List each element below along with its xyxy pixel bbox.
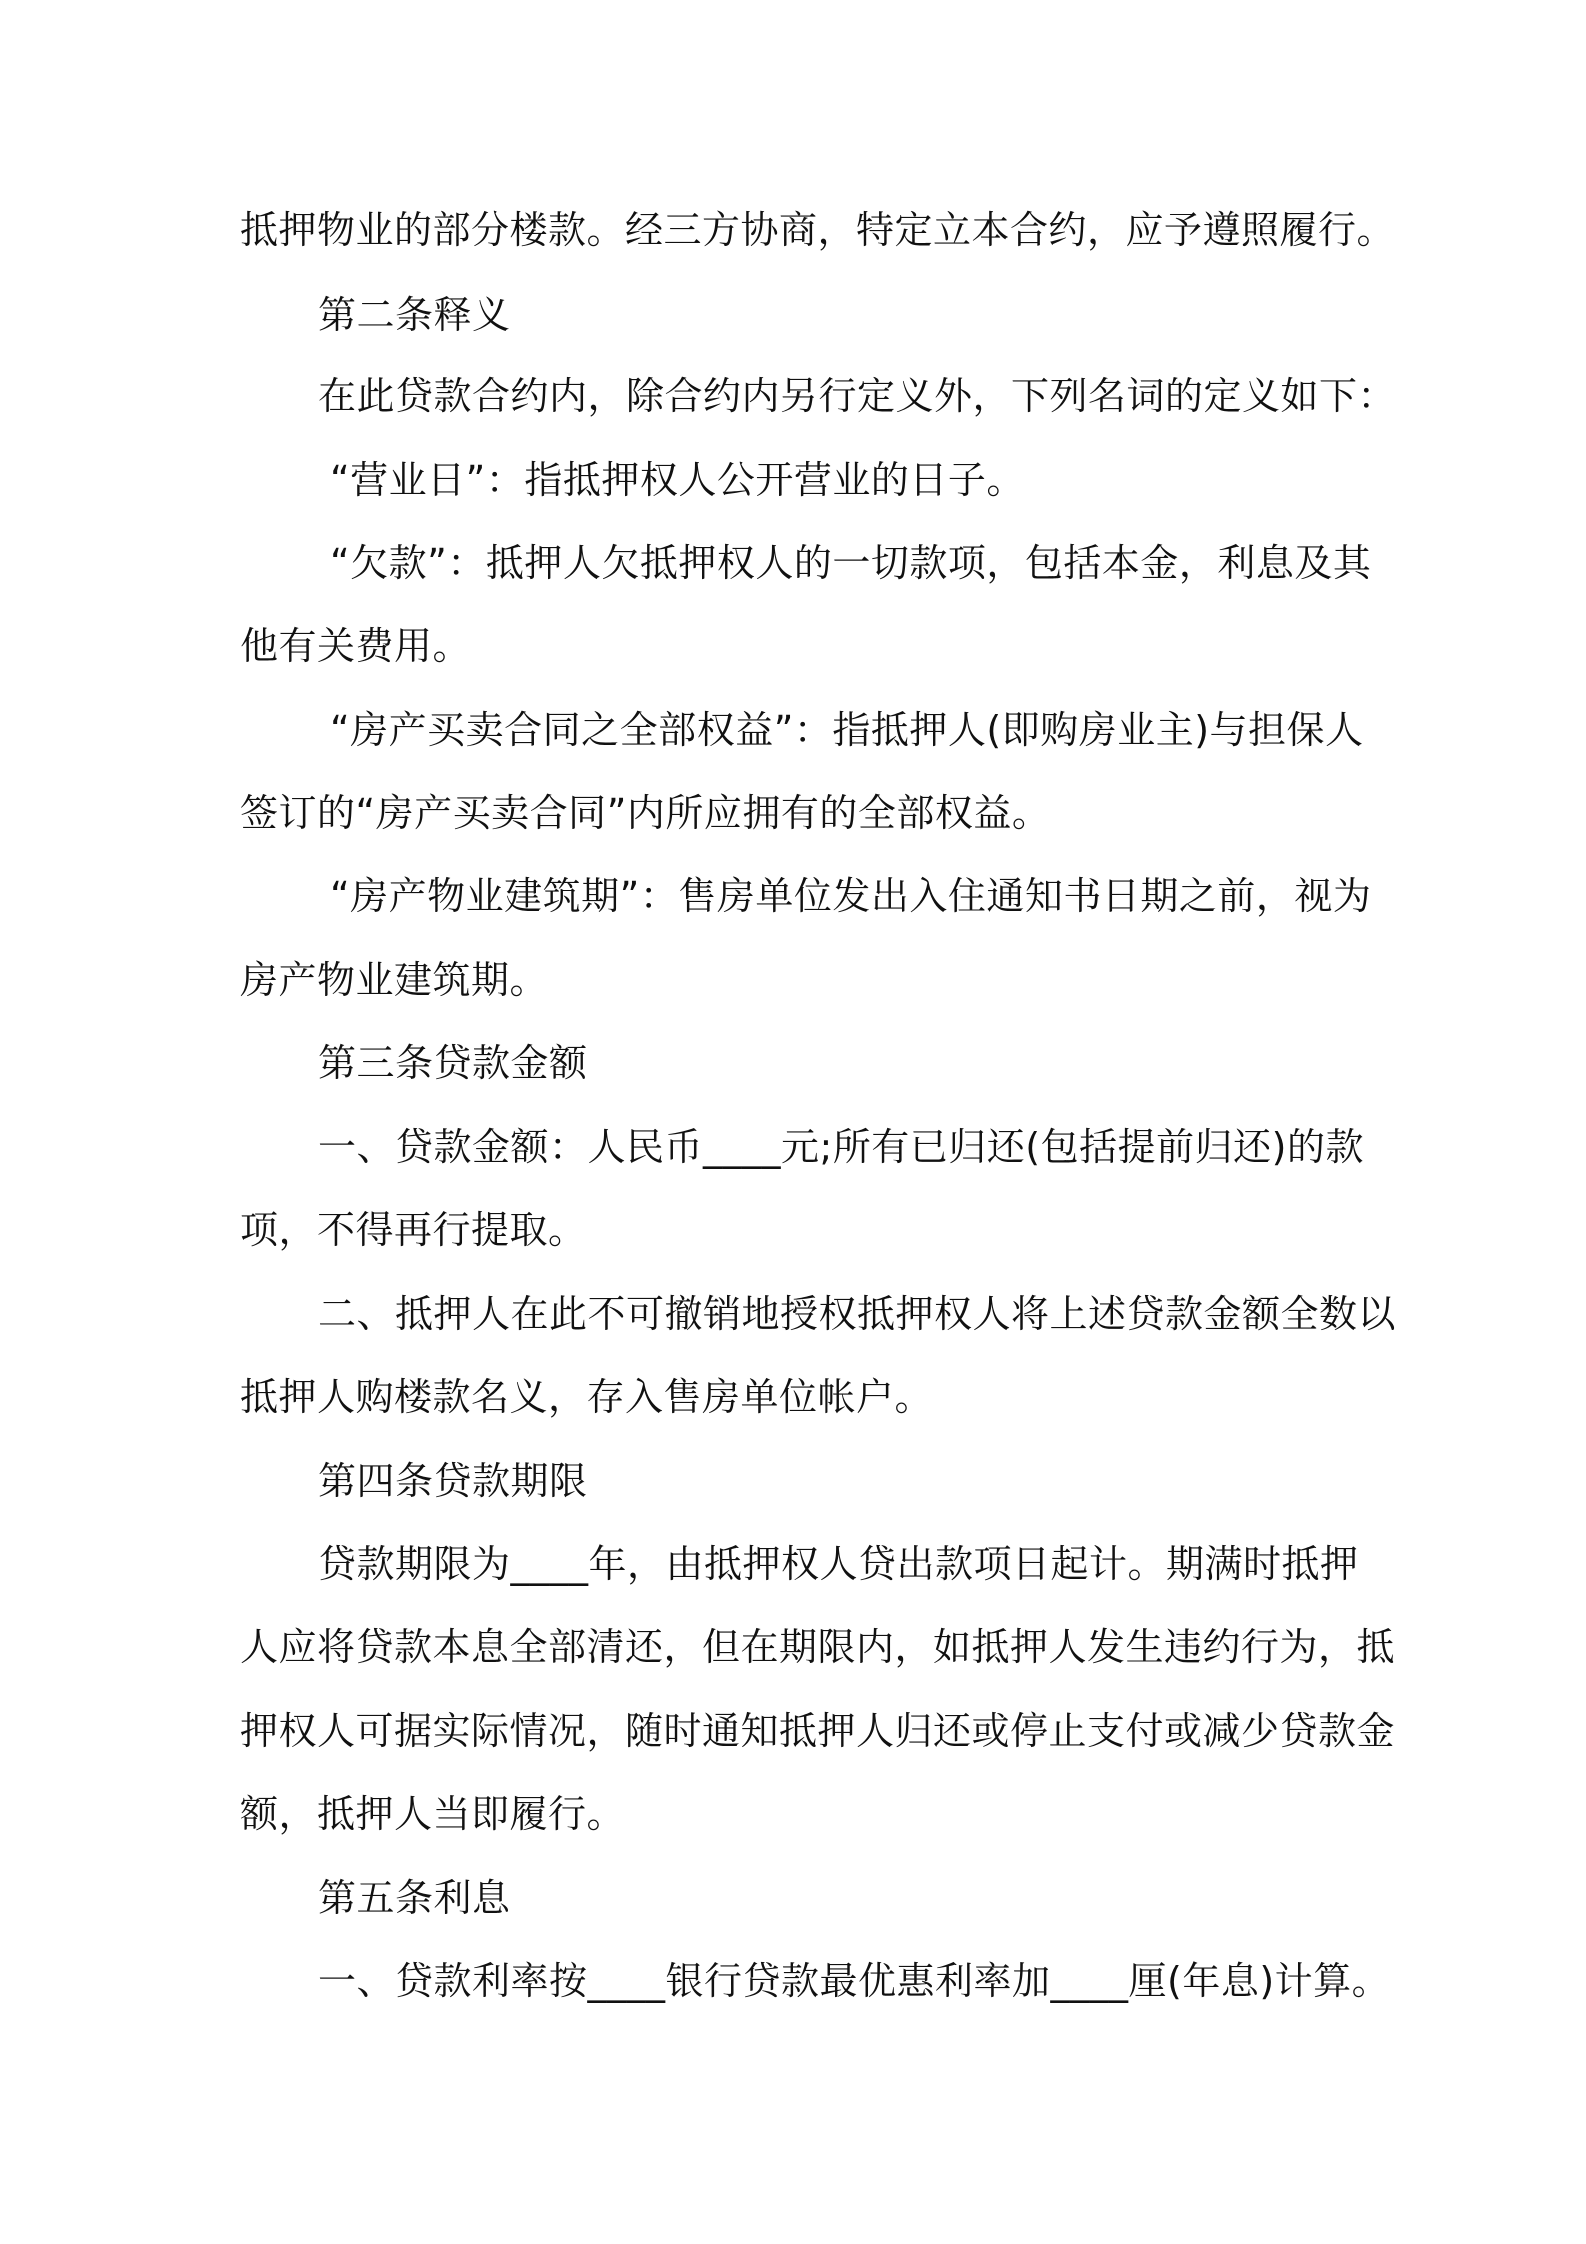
- paragraph-line: 额，抵押人当即履行。: [240, 1792, 626, 1836]
- paragraph-line: 签订的“房产买卖合同”内所应拥有的全部权益。: [240, 791, 1051, 835]
- definition-line: “房产买卖合同之全部权益”：指抵押人(即购房业主)与担保人: [330, 708, 1364, 752]
- section-heading: 第三条贷款金额: [318, 1041, 588, 1085]
- paragraph-line: 项，不得再行提取。: [240, 1208, 587, 1252]
- paragraph-line: 在此贷款合约内，除合约内另行定义外，下列名词的定义如下：: [318, 374, 1397, 418]
- definition-line: “欠款”：抵押人欠抵押权人的一切款项，包括本金，利息及其: [330, 541, 1372, 585]
- paragraph-line: 二、抵押人在此不可撤销地授权抵押权人将上述贷款金额全数以: [318, 1292, 1397, 1336]
- paragraph-line: 押权人可据实际情况，随时通知抵押人归还或停止支付或减少贷款金: [240, 1709, 1396, 1753]
- paragraph-line: 贷款期限为____年，由抵押权人贷出款项日起计。期满时抵押: [318, 1542, 1359, 1586]
- definition-line: “营业日”：指抵押权人公开营业的日子。: [330, 458, 1025, 502]
- paragraph-line: 一、贷款利率按____银行贷款最优惠利率加____厘(年息)计算。: [318, 1959, 1391, 2003]
- paragraph-line: 抵押物业的部分楼款。经三方协商，特定立本合约，应予遵照履行。: [240, 208, 1396, 252]
- definition-line: “房产物业建筑期”：售房单位发出入住通知书日期之前，视为: [330, 874, 1372, 918]
- paragraph-line: 一、贷款金额：人民币____元;所有已归还(包括提前归还)的款: [318, 1125, 1364, 1169]
- paragraph-line: 抵押人购楼款名义，存入售房单位帐户。: [240, 1375, 934, 1419]
- paragraph-line: 房产物业建筑期。: [240, 958, 549, 1002]
- paragraph-line: 他有关费用。: [240, 624, 472, 668]
- paragraph-line: 人应将贷款本息全部清还，但在期限内，如抵押人发生违约行为，抵: [240, 1625, 1396, 1669]
- section-heading: 第四条贷款期限: [318, 1459, 588, 1503]
- section-heading: 第五条利息: [318, 1876, 511, 1920]
- section-heading: 第二条释义: [318, 293, 511, 337]
